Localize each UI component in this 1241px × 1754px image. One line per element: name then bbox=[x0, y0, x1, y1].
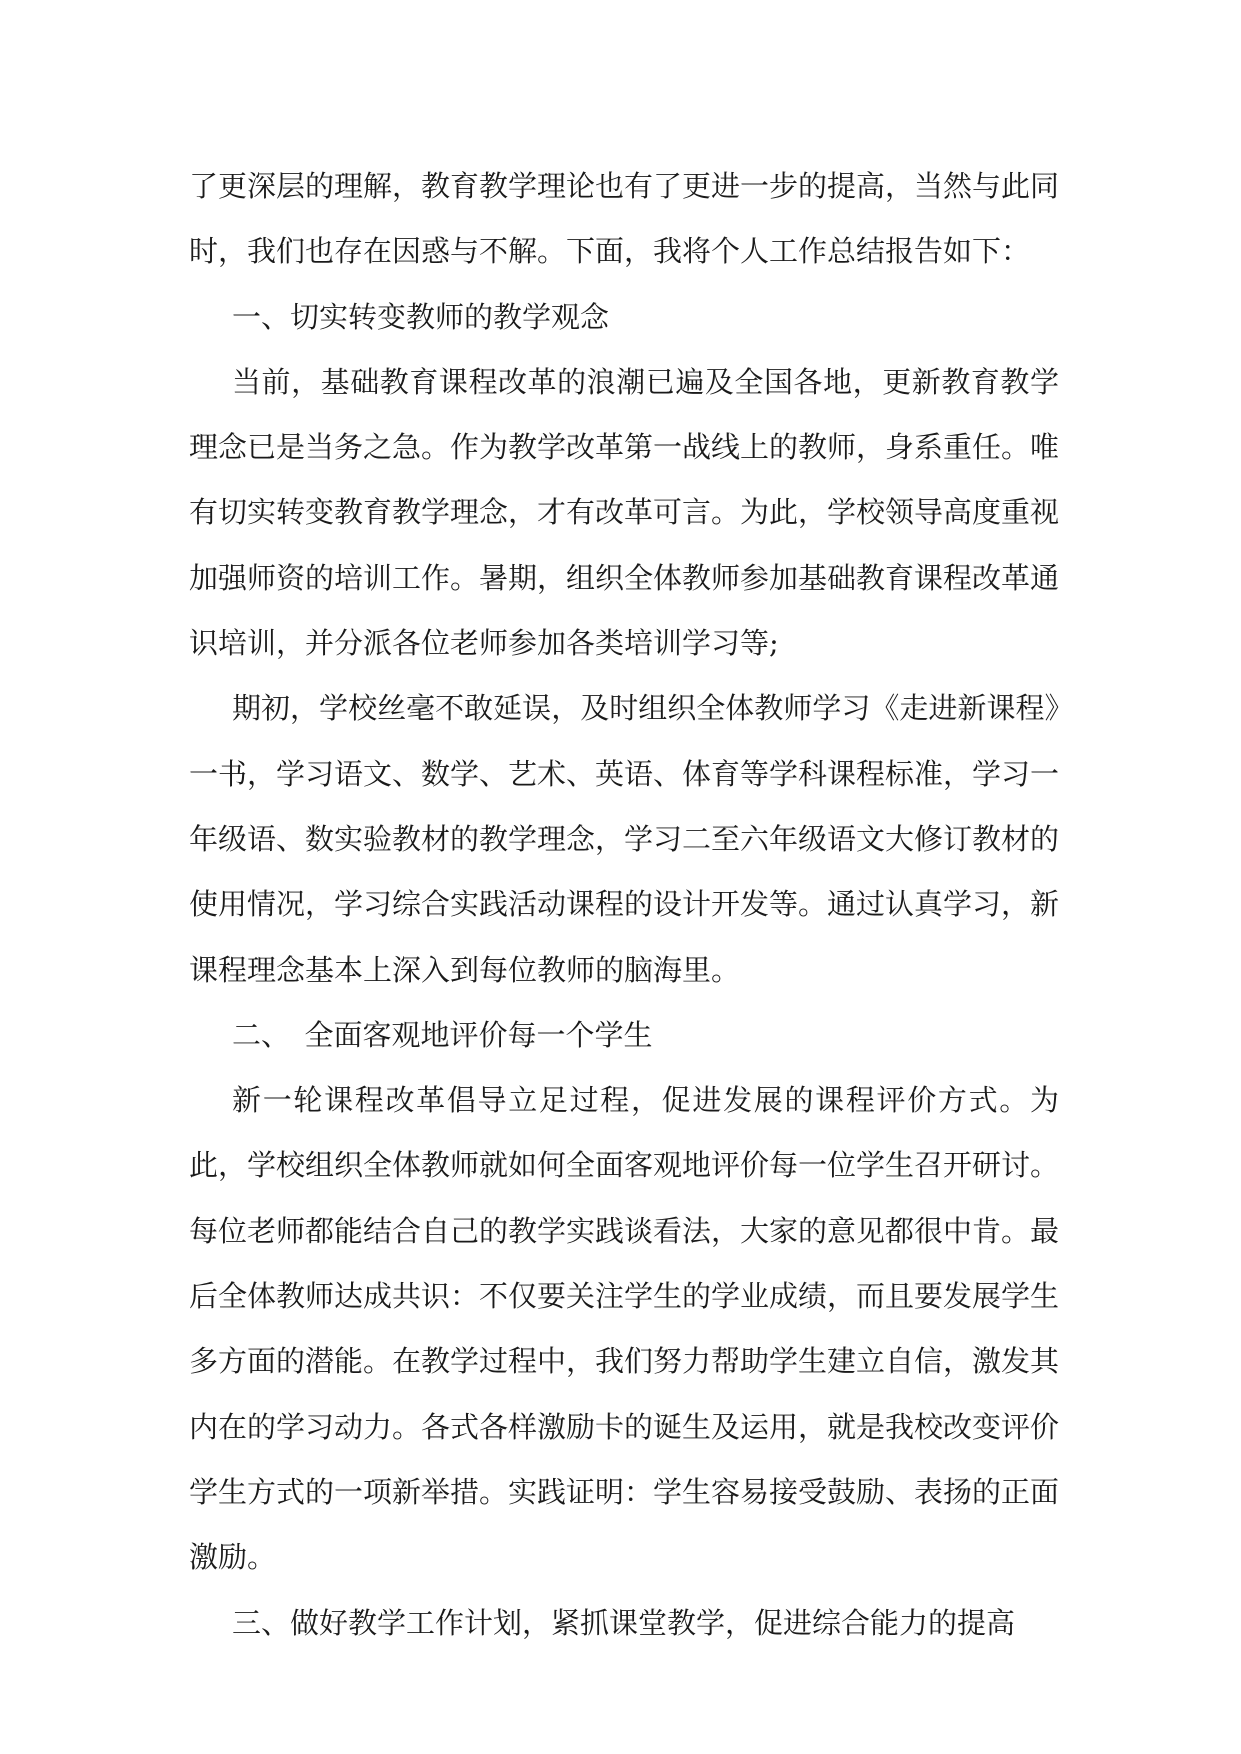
section-heading-3: 三、做好教学工作计划，紧抓课堂教学，促进综合能力的提高 bbox=[232, 1605, 1016, 1640]
paragraph-2: 期初，学校丝毫不敢延误，及时组织全体教师学习《走进新课程》一书，学习语文、数学、艺术、英语、体育等学科课程标准，学习一年级语、数实验教材的教学理念，学习二至六年级语文大修订教材的使用情况，学习综合实践活动课程的设计开发等。通过认真学习，新课程理念基本上深入到每位教师的脑海里。 bbox=[189, 691, 1060, 987]
paragraph-1: 当前，基础教育课程改革的浪潮已遍及全国各地，更新教育教学理念已是当务之急。作为教学改革第一战线上的教师，身系重任。唯有切实转变教育教学理念，才有改革可言。为此，学校领导高度重视加强师资的培训工作。暑期，组织全体教师参加基础教育课程改革通识培训，并分派各位老师参加各类培训学习等; bbox=[189, 364, 1060, 661]
section-heading-2: 二、 全面客观地评价每一个学生 bbox=[232, 1017, 653, 1052]
paragraph-3: 新一轮课程改革倡导立足过程，促进发展的课程评价方式。为此，学校组织全体教师就如何全面客观地评价每一位学生召开研讨。每位老师都能结合自己的教学实践谈看法，大家的意见都很中肯。最后全体教师达成共识：不仅要关注学生的学业成绩，而且要发展学生多方面的潜能。在教学过程中，我们努力帮助学生建立自信，激发其内在的学习动力。各式各样激励卡的诞生及运用，就是我校改变评价学生方式的一项新举措。实践证明：学生容易接受鼓励、表扬的正面激励。 bbox=[189, 1083, 1060, 1575]
paragraph-continuation: 了更深层的理解，教育教学理论也有了更进一步的提高，当然与此同时，我们也存在因惑与不解。下面，我将个人工作总结报告如下： bbox=[189, 169, 1060, 269]
section-heading-1: 一、切实转变教师的教学观念 bbox=[232, 299, 610, 334]
document-body bbox=[189, 154, 1059, 1656]
